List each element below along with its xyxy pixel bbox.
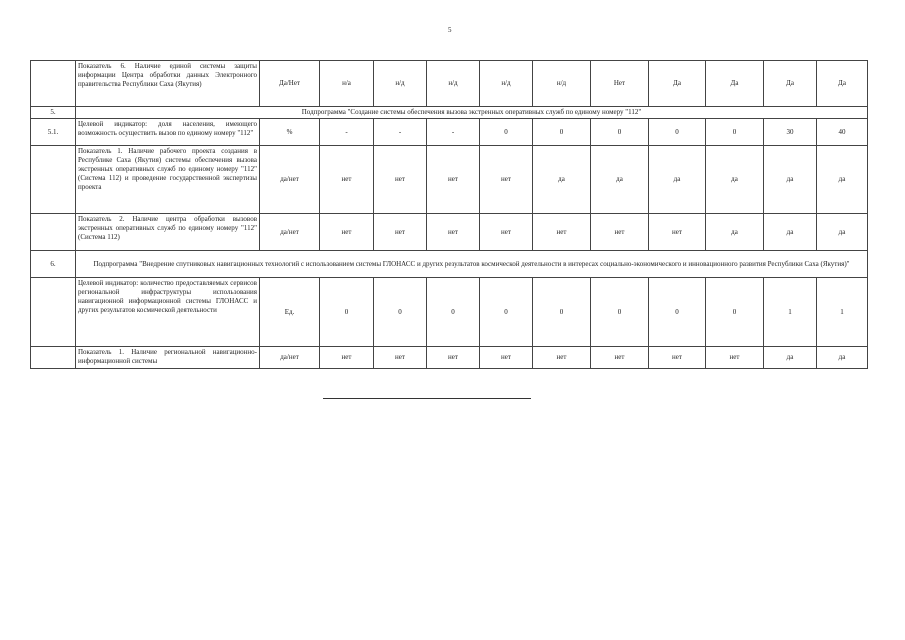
value-cell: да [764, 146, 817, 214]
indicator-description: Целевой индикатор: количество предоставляемых сервисов региональной инфраструктуры использования навигационной информационной системы ГЛОНАСС и других результатов космической деятельности [76, 278, 260, 347]
table-row [31, 146, 868, 214]
page-number: 5 [448, 26, 452, 34]
value-cell: 30 [764, 119, 817, 146]
row-number [31, 61, 76, 107]
unit-cell: Да/Нет [260, 61, 320, 107]
value-cell: 0 [533, 278, 591, 347]
value-cell: нет [427, 214, 480, 251]
value-cell: Да [649, 61, 706, 107]
indicator-description: Показатель 1. Наличие рабочего проекта создания в Республике Саха (Якутия) системы обеспечения вызова экстренных оперативных служб по единому номеру "112" (Система 112) и проведение государственной экспертизы проекта [76, 146, 260, 214]
value-cell: нет [480, 347, 533, 369]
row-number: 5. [31, 107, 76, 119]
unit-cell: да/нет [260, 347, 320, 369]
value-cell: н/д [533, 61, 591, 107]
value-cell: да [591, 146, 649, 214]
value-cell: - [427, 119, 480, 146]
table-row [31, 347, 868, 369]
indicators-table [30, 60, 868, 369]
row-number [31, 146, 76, 214]
value-cell: 0 [706, 278, 764, 347]
value-cell: нет [649, 214, 706, 251]
value-cell: 0 [649, 278, 706, 347]
value-cell: нет [320, 146, 374, 214]
table-row [31, 61, 868, 107]
value-cell: нет [320, 347, 374, 369]
row-number [31, 278, 76, 347]
value-cell: да [817, 146, 868, 214]
value-cell: нет [591, 214, 649, 251]
indicator-description: Показатель 6. Наличие единой системы защиты информации Центра обработки данных Электронного правительства Республики Саха (Якутия) [76, 61, 260, 107]
value-cell: нет [374, 214, 427, 251]
value-cell: нет [427, 146, 480, 214]
value-cell: 0 [480, 278, 533, 347]
value-cell: нет [649, 347, 706, 369]
row-number [31, 214, 76, 251]
row-number [31, 347, 76, 369]
value-cell: н/д [374, 61, 427, 107]
unit-cell: % [260, 119, 320, 146]
value-cell: да [706, 146, 764, 214]
value-cell: нет [706, 347, 764, 369]
value-cell: 1 [764, 278, 817, 347]
value-cell: Да [706, 61, 764, 107]
value-cell: да [817, 347, 868, 369]
value-cell: да [817, 214, 868, 251]
value-cell: 0 [427, 278, 480, 347]
value-cell: да [764, 347, 817, 369]
table-row [31, 214, 868, 251]
value-cell: 0 [649, 119, 706, 146]
value-cell: нет [320, 214, 374, 251]
value-cell: 40 [817, 119, 868, 146]
value-cell: Нет [591, 61, 649, 107]
indicator-description: Целевой индикатор: доля населения, имеющего возможность осуществить вызов по единому номеру "112" [76, 119, 260, 146]
value-cell: н/д [480, 61, 533, 107]
value-cell: 1 [817, 278, 868, 347]
unit-cell: Ед. [260, 278, 320, 347]
value-cell: 0 [320, 278, 374, 347]
value-cell: Да [817, 61, 868, 107]
unit-cell: да/нет [260, 146, 320, 214]
value-cell: н/а [320, 61, 374, 107]
value-cell: 0 [591, 119, 649, 146]
value-cell: 0 [591, 278, 649, 347]
subprogram-row [31, 107, 868, 119]
value-cell: - [320, 119, 374, 146]
value-cell: нет [480, 146, 533, 214]
subprogram-title: Подпрограмма "Внедрение спутниковых навигационных технологий с использованием системы ГЛОНАСС и других результатов космической деятельности в интересах социально-экономического и инновационного развития Республики Саха (Якутия)" [76, 251, 868, 278]
subprogram-row [31, 251, 868, 278]
value-cell: нет [427, 347, 480, 369]
table-row [31, 119, 868, 146]
value-cell: нет [480, 214, 533, 251]
value-cell: да [764, 214, 817, 251]
value-cell: н/д [427, 61, 480, 107]
value-cell: 0 [706, 119, 764, 146]
value-cell: Да [764, 61, 817, 107]
value-cell: да [649, 146, 706, 214]
value-cell: нет [374, 347, 427, 369]
row-number: 6. [31, 251, 76, 278]
table-row [31, 278, 868, 347]
value-cell: нет [374, 146, 427, 214]
value-cell: да [533, 146, 591, 214]
end-rule [323, 398, 531, 399]
value-cell: нет [533, 347, 591, 369]
value-cell: да [706, 214, 764, 251]
value-cell: нет [591, 347, 649, 369]
unit-cell: да/нет [260, 214, 320, 251]
value-cell: 0 [533, 119, 591, 146]
row-number: 5.1. [31, 119, 76, 146]
value-cell: - [374, 119, 427, 146]
indicator-description: Показатель 1. Наличие региональной навигационно-информационной системы [76, 347, 260, 369]
value-cell: нет [533, 214, 591, 251]
value-cell: 0 [374, 278, 427, 347]
value-cell: 0 [480, 119, 533, 146]
indicator-description: Показатель 2. Наличие центра обработки вызовов экстренных оперативных служб по единому номеру "112" (Система 112) [76, 214, 260, 251]
subprogram-title: Подпрограмма "Создание системы обеспечения вызова экстренных оперативных служб по единому номеру "112" [76, 107, 868, 119]
